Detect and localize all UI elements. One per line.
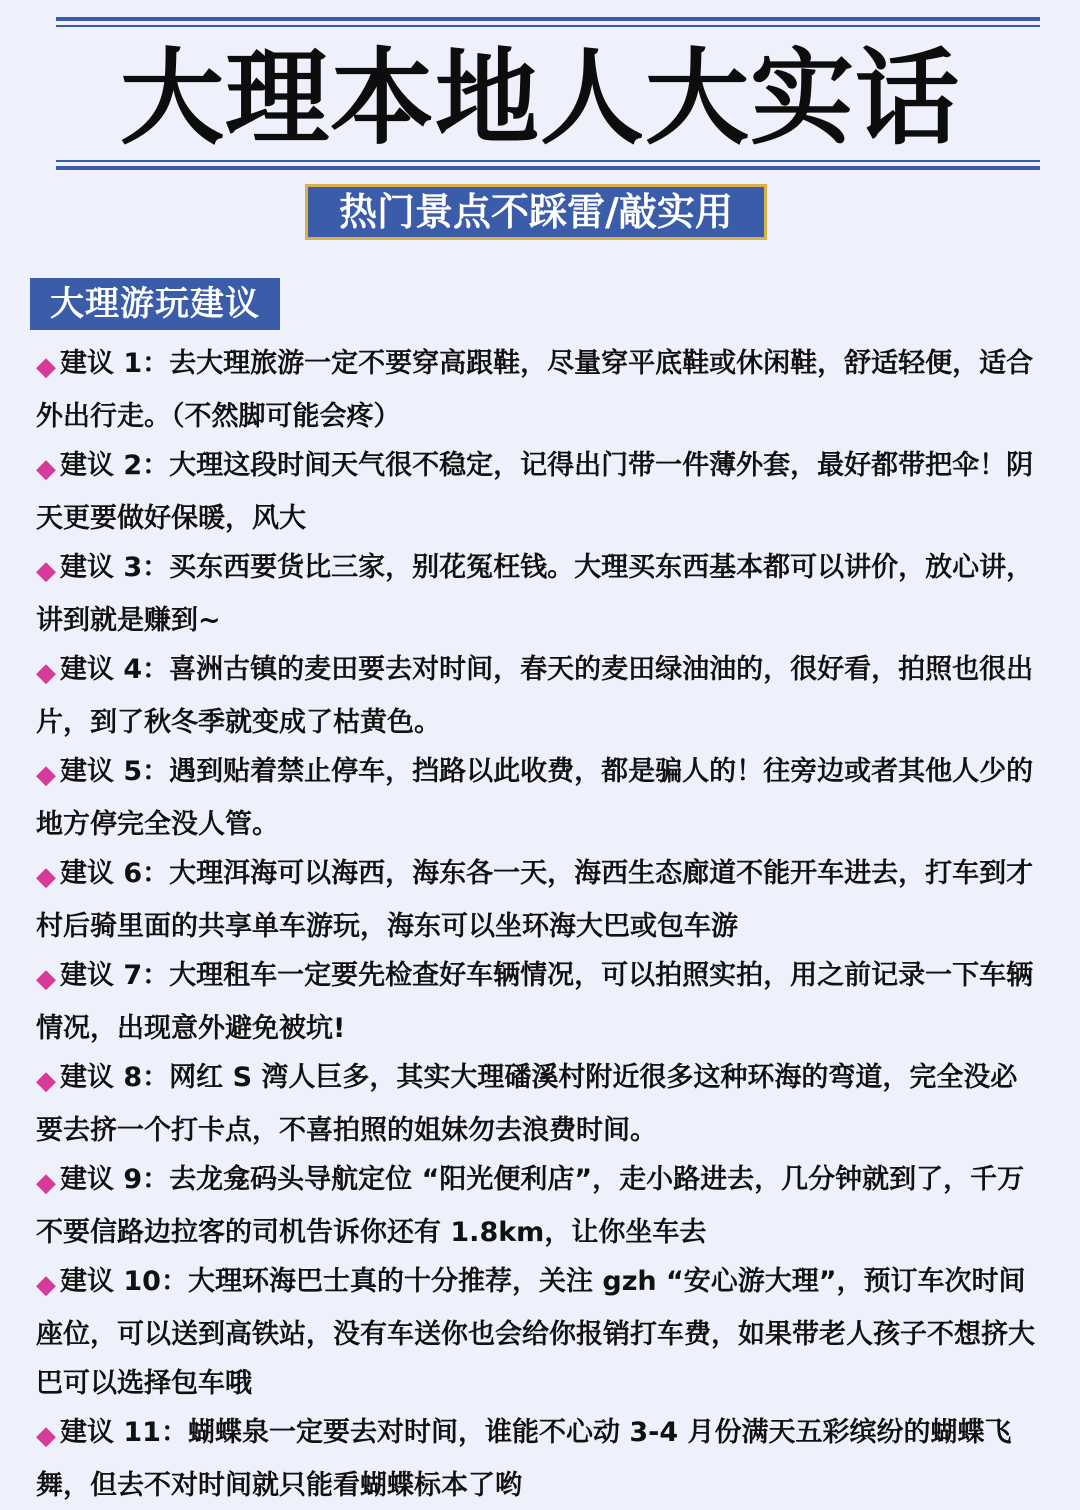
tip-item [36,543,1042,645]
tip-text: 建议 6：大理洱海可以海西，海东各一天，海西生态廊道不能开车进去，打车到才村后骑里面的共享单车游玩，海东可以坐环海大巴或包车游 [36,858,1034,942]
tips-list [36,339,1042,1510]
diamond-icon: ◆ [36,454,56,484]
tip-text: 建议 1：去大理旅游一定不要穿高跟鞋，尽量穿平底鞋或休闲鞋，舒适轻便，适合外出行走。（不然脚可能会疼） [36,348,1034,432]
diamond-icon: ◆ [36,1270,56,1300]
tip-item [36,441,1042,543]
tip-text: 建议 2：大理这段时间天气很不稳定，记得出门带一件薄外套，最好都带把伞！阴天更要做好保暖，风大 [36,450,1034,534]
tip-item [36,645,1042,747]
diamond-icon: ◆ [36,862,56,892]
diamond-icon: ◆ [36,760,56,790]
subtitle-banner: 热门景点不踩雷/敲实用 [305,184,767,240]
diamond-icon: ◆ [36,1421,56,1451]
tip-item [36,339,1042,441]
diamond-icon: ◆ [36,352,56,382]
page-title: 大理本地人大实话 [119,37,960,159]
tip-text: 建议 8：网红 S 湾人巨多，其实大理磻溪村附近很多这种环海的弯道，完全没必要去挤一个打卡点，不喜拍照的姐妹勿去浪费时间。 [36,1062,1018,1146]
diamond-icon: ◆ [36,964,56,994]
diamond-icon: ◆ [36,658,56,688]
section-heading: 大理游玩建议 [30,278,280,330]
tip-text: 建议 4：喜洲古镇的麦田要去对时间，春天的麦田绿油油的，很好看，拍照也很出片，到了秋冬季就变成了枯黄色。 [36,654,1034,738]
tip-text: 建议 11：蝴蝶泉一定要去对时间，谁能不心动 3-4 月份满天五彩缤纷的蝴蝶飞舞，但去不对时间就只能看蝴蝶标本了哟 [36,1417,1012,1501]
diamond-icon: ◆ [36,1066,56,1096]
tip-item [36,1408,1042,1510]
title-divider [56,160,1040,170]
diamond-icon: ◆ [36,556,56,586]
tip-text: 建议 7：大理租车一定要先检查好车辆情况，可以拍照实拍，用之前记录一下车辆情况，出现意外避免被坑! [36,960,1034,1044]
tip-item [36,747,1042,849]
tip-text: 建议 9：去龙龛码头导航定位 “阳光便利店”，走小路进去，几分钟就到了，千万不要信路边拉客的司机告诉你还有 1.8km，让你坐车去 [36,1164,1025,1248]
tip-text: 建议 10：大理环海巴士真的十分推荐，关注 gzh “安心游大理”，预订车次时间座位，可以送到高铁站，没有车送你也会给你报销打车费，如果带老人孩子不想挤大巴可以选择包车哦 [36,1266,1035,1399]
tip-item [36,951,1042,1053]
top-divider [56,17,1040,27]
tip-text: 建议 5：遇到贴着禁止停车，挡路以此收费，都是骗人的！往旁边或者其他人少的地方停完全没人管。 [36,756,1034,840]
tip-item [36,1257,1042,1408]
tip-item [36,1155,1042,1257]
diamond-icon: ◆ [36,1168,56,1198]
tip-item [36,849,1042,951]
tip-text: 建议 3：买东西要货比三家，别花冤枉钱。大理买东西基本都可以讲价，放心讲，讲到就是赚到~ [36,552,1034,636]
tip-item [36,1053,1042,1155]
